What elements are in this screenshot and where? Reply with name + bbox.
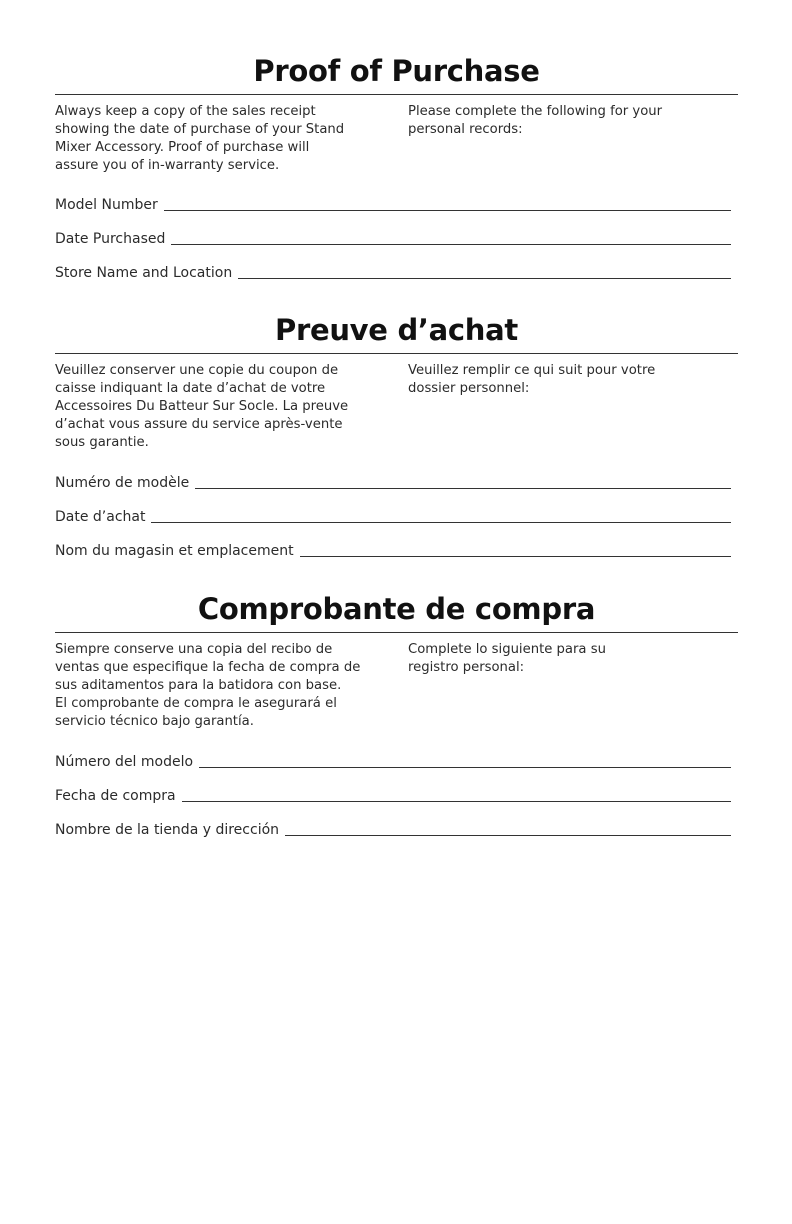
text-line: Please complete the following for your — [408, 104, 663, 119]
text-line: assure you of in-warranty service. — [55, 158, 280, 173]
field-label: Número del modelo — [55, 754, 194, 770]
field-label: Store Name and Location — [55, 265, 233, 281]
field-label: Date Purchased — [55, 231, 166, 247]
store-name-address-field[interactable] — [55, 805, 731, 839]
fill-in-line[interactable] — [285, 819, 731, 836]
record-fields — [55, 737, 731, 839]
record-fields — [55, 180, 731, 282]
fill-in-line[interactable] — [164, 194, 731, 211]
fill-in-line[interactable] — [300, 540, 731, 557]
section-title: Preuve d’achat — [275, 313, 518, 347]
fill-in-line[interactable] — [171, 228, 731, 245]
intro-columns — [55, 103, 738, 183]
section-title: Proof of Purchase — [253, 54, 540, 88]
text-line: registro personal: — [408, 660, 525, 675]
text-line: Siempre conserve una copia del recibo de — [55, 642, 333, 657]
records-instructions — [408, 103, 728, 139]
record-fields — [55, 458, 731, 560]
text-line: caisse indiquant la date d’achat de votre — [55, 381, 326, 396]
field-label: Date d’achat — [55, 509, 146, 525]
text-line: Accessoires Du Batteur Sur Socle. La preuve — [55, 399, 349, 414]
fill-in-line[interactable] — [182, 785, 731, 802]
text-line: Complete lo siguiente para su — [408, 642, 606, 657]
fill-in-line[interactable] — [151, 506, 731, 523]
section-spanish — [55, 592, 738, 838]
text-line: sus aditamentos para la batidora con base. — [55, 678, 342, 693]
field-label: Nom du magasin et emplacement — [55, 543, 294, 559]
text-line: sous garantie. — [55, 435, 149, 450]
purchase-date-field[interactable] — [55, 771, 731, 805]
section-french — [55, 313, 738, 559]
receipt-instructions — [55, 362, 385, 452]
text-line: ventas que especifique la fecha de compra de — [55, 660, 361, 675]
records-instructions — [408, 362, 728, 398]
fill-in-line[interactable] — [199, 751, 731, 768]
field-label: Model Number — [55, 197, 158, 213]
intro-columns — [55, 641, 738, 729]
store-name-location-field[interactable] — [55, 526, 731, 560]
divider — [55, 632, 738, 633]
store-name-location-field[interactable] — [55, 248, 731, 282]
receipt-instructions — [55, 641, 385, 731]
receipt-instructions — [55, 103, 385, 175]
text-line: El comprobante de compra le asegurará el — [55, 696, 337, 711]
text-line: d’achat vous assure du service après-vente — [55, 417, 343, 432]
model-number-field[interactable] — [55, 458, 731, 492]
text-line: Always keep a copy of the sales receipt — [55, 104, 316, 119]
model-number-field[interactable] — [55, 180, 731, 214]
text-line: personal records: — [408, 122, 523, 137]
text-line: Veuillez conserver une copie du coupon de — [55, 363, 339, 378]
records-instructions — [408, 641, 728, 677]
fill-in-line[interactable] — [195, 472, 731, 489]
divider — [55, 353, 738, 354]
text-line: showing the date of purchase of your Stand — [55, 122, 345, 137]
fill-in-line[interactable] — [238, 262, 731, 279]
field-label: Fecha de compra — [55, 788, 176, 804]
section-title: Comprobante de compra — [197, 592, 596, 626]
text-line: Veuillez remplir ce qui suit pour votre — [408, 363, 656, 378]
field-label: Numéro de modèle — [55, 475, 190, 491]
divider — [55, 94, 738, 95]
text-line: dossier personnel: — [408, 381, 530, 396]
field-label: Nombre de la tienda y dirección — [55, 822, 280, 838]
text-line: Mixer Accessory. Proof of purchase will — [55, 140, 310, 155]
date-purchased-field[interactable] — [55, 214, 731, 248]
purchase-date-field[interactable] — [55, 492, 731, 526]
section-english — [55, 54, 738, 281]
text-line: servicio técnico bajo garantía. — [55, 714, 254, 729]
intro-columns — [55, 362, 738, 450]
model-number-field[interactable] — [55, 737, 731, 771]
